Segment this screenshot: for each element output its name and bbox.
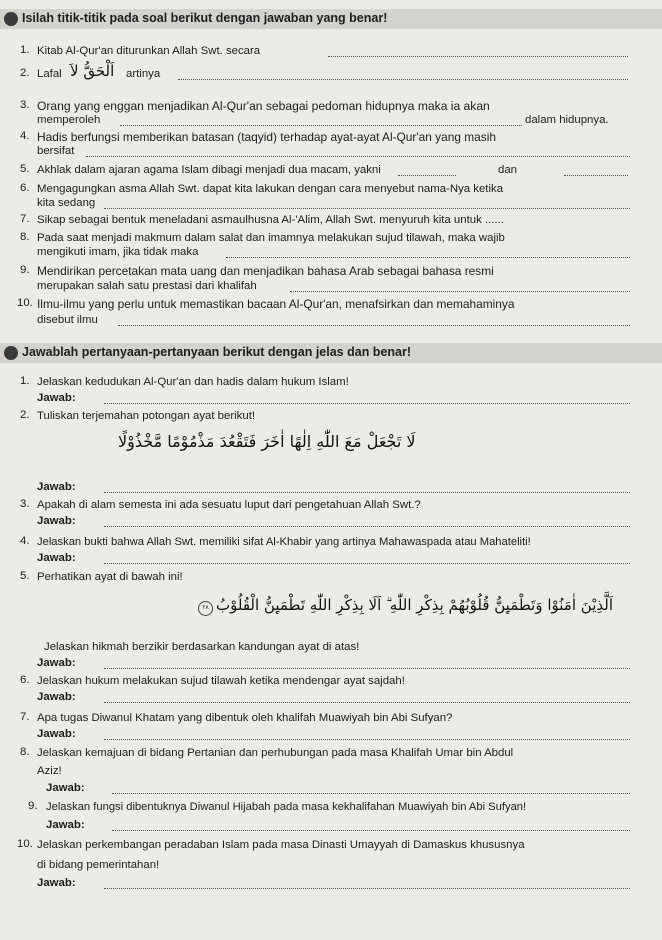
question-text: Jelaskan kedudukan Al-Qur'an dan hadis dalam hukum Islam!: [37, 376, 349, 388]
question-text: Hadis berfungsi memberikan batasan (taqyid) terhadap ayat-ayat Al-Qur'an yang masih: [37, 130, 496, 144]
item-number: 10.: [17, 297, 33, 309]
section-marker-icon: [4, 346, 18, 360]
arabic-verse: لَا تَجْعَلْ مَعَ اللّٰهِ اِلٰهًا اٰخَرَ فَتَقْعُدَ مَذْمُوْمًا مَّخْذُوْلًا: [118, 432, 416, 451]
item-number: 5.: [20, 163, 30, 175]
question-text: merupakan salah satu prestasi dari khalifah: [37, 280, 257, 292]
answer-label: Jawab:: [37, 392, 76, 404]
question-text: Apakah di alam semesta ini ada sesuatu luput dari pengetahuan Allah Swt.?: [37, 499, 421, 511]
question-text: Jelaskan fungsi dibentuknya Diwanul Hijabah pada masa kekhalifahan Muawiyah bin Abi Sufyan!: [46, 801, 527, 813]
question-text: Sikap sebagai bentuk meneladani asmaulhusna Al-'Alim, Allah Swt. menyuruh kita untuk ......: [37, 214, 504, 226]
section-b-header: [0, 343, 662, 363]
question-text: Lafal: [37, 68, 62, 80]
item-number: 2.: [20, 409, 30, 421]
item-number: 3.: [20, 498, 30, 510]
question-text: Perhatikan ayat di bawah ini!: [37, 571, 183, 583]
answer-label: Jawab:: [37, 481, 76, 493]
question-text: dalam hidupnya.: [525, 114, 609, 126]
answer-label: Jawab:: [37, 657, 76, 669]
item-number: 6.: [20, 674, 30, 686]
answer-blank: [104, 208, 630, 209]
answer-label: Jawab:: [37, 877, 76, 889]
section-marker-icon: [4, 12, 18, 26]
answer-blank: [104, 492, 630, 493]
answer-blank: [178, 79, 628, 80]
question-text: disebut ilmu: [37, 314, 98, 326]
question-text: Mengagungkan asma Allah Swt. dapat kita lakukan dengan cara menyebut nama-Nya ketika: [37, 183, 504, 195]
item-number: 3.: [20, 99, 30, 111]
item-number: 10.: [17, 838, 33, 850]
item-number: 6.: [20, 182, 30, 194]
item-number: 1.: [20, 44, 30, 56]
answer-label: Jawab:: [46, 819, 85, 831]
answer-blank: [118, 325, 630, 326]
answer-blank: [104, 526, 630, 527]
answer-blank: [112, 793, 630, 794]
question-text: Jelaskan kemajuan di bidang Pertanian dan perhubungan pada masa Khalifah Umar bin Abdul: [37, 747, 514, 759]
question-text: bersifat: [37, 145, 75, 157]
question-text: Tuliskan terjemahan potongan ayat berikut!: [37, 410, 256, 422]
question-text: artinya: [126, 68, 161, 80]
question-text: Jelaskan hikmah berzikir berdasarkan kandungan ayat di atas!: [44, 641, 360, 653]
answer-label: Jawab:: [37, 691, 76, 703]
item-number: 9.: [20, 264, 30, 276]
item-number: 4.: [20, 130, 30, 142]
item-number: 9.: [28, 800, 38, 812]
section-b-title: Jawablah pertanyaan-pertanyaan berikut dengan jelas dan benar!: [22, 345, 412, 359]
question-text: Akhlak dalam ajaran agama Islam dibagi menjadi dua macam, yakni: [37, 164, 381, 176]
answer-blank: [112, 830, 630, 831]
question-text: kita sedang: [37, 197, 96, 209]
question-text: Kitab Al-Qur'an diturunkan Allah Swt. secara: [37, 45, 261, 57]
answer-blank: [328, 56, 628, 57]
answer-blank: [120, 125, 522, 126]
question-text: mengikuti imam, jika tidak maka: [37, 246, 199, 258]
arabic-verse: اَلَّذِيْنَ اٰمَنُوْا وَتَطْمَىِٕنُّ قُلُوْبُهُمْ بِذِكْرِ اللّٰهِ ۗ اَلَا بِذِكْرِ اللّٰهِ تَطْمَىِٕنُّ الْقُلُوْبُ: [216, 596, 613, 614]
arabic-phrase: اَلْحَقُّ لاَ: [70, 62, 115, 80]
item-number: 7.: [20, 711, 30, 723]
item-number: 7.: [20, 213, 30, 225]
item-number: 8.: [20, 746, 30, 758]
item-number: 1.: [20, 375, 30, 387]
answer-blank: [564, 175, 628, 176]
item-number: 4.: [20, 535, 30, 547]
question-text: Jelaskan bukti bahwa Allah Swt. memiliki sifat Al-Khabir yang artinya Mahawaspada atau Mahateliti!: [37, 536, 531, 548]
question-text: Mendirikan percetakan mata uang dan menjadikan bahasa Arab sebagai bahasa resmi: [37, 264, 494, 278]
question-text: di bidang pemerintahan!: [37, 859, 160, 871]
answer-blank: [104, 563, 630, 564]
item-number: 2.: [20, 67, 30, 79]
answer-label: Jawab:: [37, 728, 76, 740]
answer-label: Jawab:: [37, 552, 76, 564]
answer-blank: [104, 888, 630, 889]
question-text: Ilmu-ilmu yang perlu untuk memastikan bacaan Al-Qur'an, menafsirkan dan memahaminya: [37, 297, 515, 311]
answer-blank: [86, 156, 630, 157]
question-text: Aziz!: [37, 765, 62, 777]
question-text: Jelaskan perkembangan peradaban Islam pada masa Dinasti Umayyah di Damaskus khususnya: [37, 839, 525, 851]
question-text: Apa tugas Diwanul Khatam yang dibentuk oleh khalifah Muawiyah bin Abi Sufyan?: [37, 712, 453, 724]
question-text: memperoleh: [37, 114, 101, 126]
answer-blank: [226, 257, 630, 258]
item-number: 5.: [20, 570, 30, 582]
question-text: Jelaskan hukum melakukan sujud tilawah ketika mendengar ayat sajdah!: [37, 675, 405, 687]
answer-label: Jawab:: [46, 782, 85, 794]
section-a-header: [0, 9, 662, 29]
answer-blank: [104, 668, 630, 669]
section-a-title: Isilah titik-titik pada soal berikut dengan jawaban yang benar!: [22, 11, 388, 25]
question-text: Orang yang enggan menjadikan Al-Qur'an sebagai pedoman hidupnya maka ia akan: [37, 99, 490, 113]
answer-blank: [104, 739, 630, 740]
verse-number-marker: ٢٨: [198, 601, 213, 616]
item-number: 8.: [20, 231, 30, 243]
answer-blank: [290, 291, 630, 292]
answer-blank: [104, 702, 630, 703]
answer-blank: [104, 403, 630, 404]
answer-blank: [398, 175, 456, 176]
answer-label: Jawab:: [37, 515, 76, 527]
question-text: Pada saat menjadi makmum dalam salat dan imamnya melakukan sujud tilawah, maka wajib: [37, 232, 505, 244]
question-text: dan: [498, 164, 518, 176]
